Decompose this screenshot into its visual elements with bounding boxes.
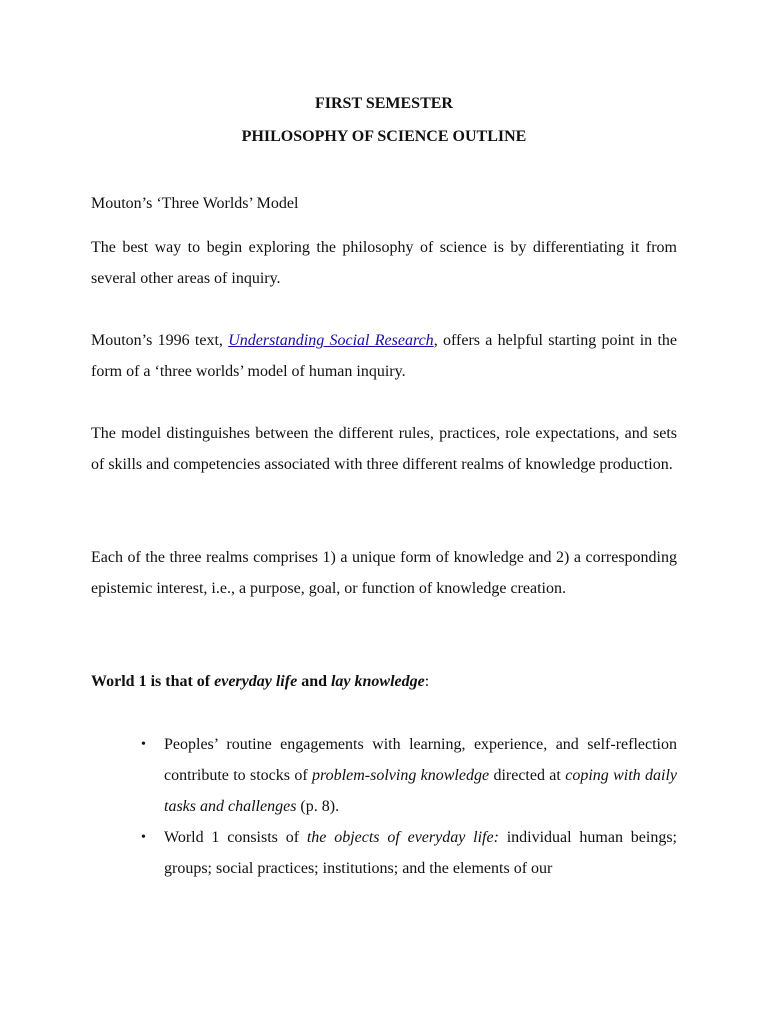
bullet1-text3: (p. 8). [296,798,340,815]
bullet2-italic1: the objects of everyday life: [306,829,499,846]
paragraph-intro: The best way to begin exploring the philosophy of science is by differentiating it from several other areas of inquiry. [91,239,677,287]
bullet1-text2: directed at [489,767,566,784]
world1-heading-prefix: World 1 is that of [91,673,215,690]
world1-heading-mid: and [297,673,331,690]
bullet-icon: • [141,830,146,845]
list-item [141,822,677,884]
world1-heading-colon: : [424,673,430,690]
bullet2-text1: World 1 consists of [164,829,307,846]
document-title-semester: FIRST SEMESTER [315,95,453,112]
paragraph-model-distinguishes: The model distinguishes between the different rules, practices, role expectations, and sets of skills and competencies associated with three different realms of knowledge production. [91,425,677,473]
bullet1-text1: Peoples’ routine engagements with learning, experience, and self-reflection contribute to stocks of [164,736,677,784]
section-heading: Mouton’s ‘Three Worlds’ Model [91,195,299,212]
bullet2-text2: individual human beings; groups; social practices; institutions; and the elements of our [164,829,677,877]
paragraph-mouton-suffix: , offers a helpful starting point in the form of a ‘three worlds’ model of human inquiry. [91,332,677,380]
world1-heading-everyday-life: everyday life [214,673,298,690]
paragraph-three-realms: Each of the three realms comprises 1) a unique form of knowledge and 2) a corresponding epistemic interest, i.e., a purpose, goal, or function of knowledge creation. [91,549,677,597]
paragraph-mouton-text [91,325,677,387]
document-title-outline: PHILOSOPHY OF SCIENCE OUTLINE [241,128,527,145]
bullet-icon: • [141,737,146,752]
understanding-social-research-link[interactable]: Understanding Social Research [228,332,434,349]
world1-bullet-list [141,729,677,884]
bullet1-italic1: problem-solving knowledge [312,767,490,784]
world1-heading-lay-knowledge: lay knowledge [330,673,425,690]
world1-heading [91,666,677,697]
paragraph-mouton-prefix: Mouton’s 1996 text, [91,332,229,349]
list-item [141,729,677,822]
bullet1-italic2: coping with daily tasks and challenges [164,767,678,815]
